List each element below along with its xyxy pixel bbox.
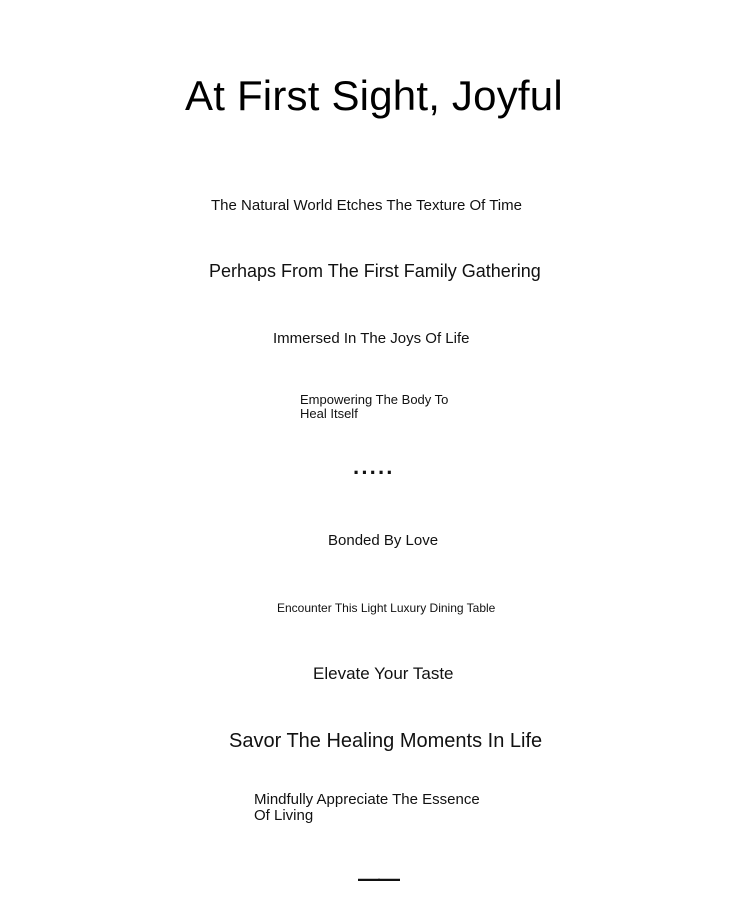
ellipsis-divider: ····· <box>353 460 395 485</box>
text-line-family-gathering: Perhaps From The First Family Gathering <box>209 261 541 281</box>
text-line-dining-table: Encounter This Light Luxury Dining Table <box>277 601 496 615</box>
text-line-healing-moments: Savor The Healing Moments In Life <box>229 730 543 752</box>
text-line-essence-of-living: Mindfully Appreciate The Essence Of Living <box>254 791 480 824</box>
text-line-bonded-by-love: Bonded By Love <box>328 532 439 549</box>
dash-divider: —— <box>358 866 398 891</box>
page-title: At First Sight, Joyful <box>185 72 563 119</box>
text-line-elevate-taste: Elevate Your Taste <box>313 664 454 683</box>
text-line-heal-itself: Empowering The Body To Heal Itself <box>300 392 449 421</box>
text-line-joys-of-life: Immersed In The Joys Of Life <box>273 330 470 347</box>
text-line-natural-world: The Natural World Etches The Texture Of Time <box>211 197 522 214</box>
